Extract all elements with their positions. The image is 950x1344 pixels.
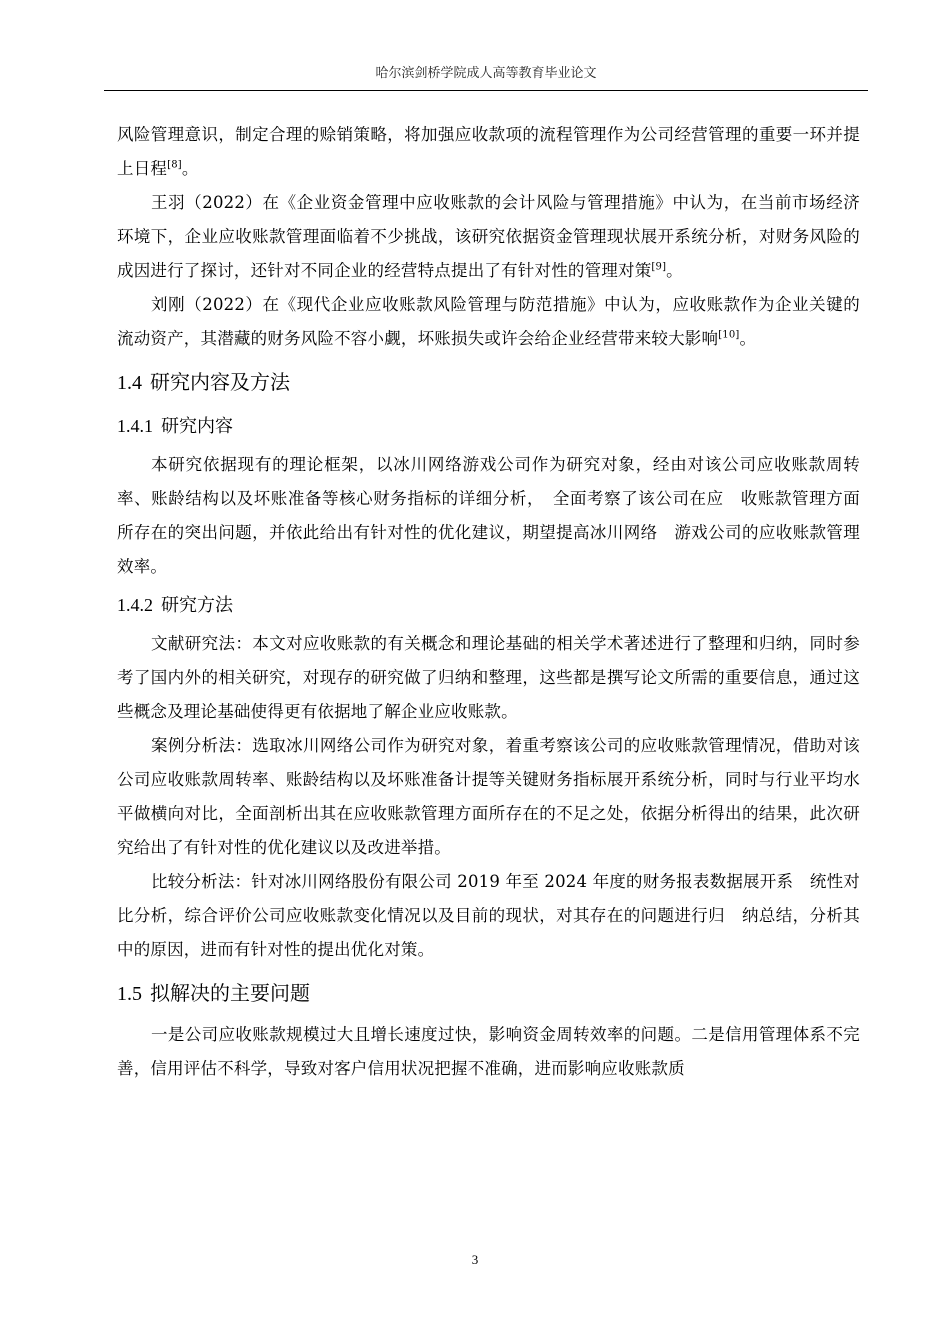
citation-ref: [10] [718, 329, 740, 341]
paragraph-main-problems: 一是公司应收账款规模过大且增长速度过快，影响资金周转效率的问题。二是信用管理体系不完善，信用评估不科学，导致对客户信用状况把握不准确，进而影响应收账款质 [117, 1025, 860, 1078]
section-heading-1-4-1 [117, 407, 860, 446]
section-heading-1-5 [117, 973, 860, 1014]
paragraph-literature-method: 文献研究法：本文对应收账款的有关概念和理论基础的相关学术著述进行了整理和归纳，同时参考了国内外的相关研究，对现存的研究做了归纳和整理，这些都是撰写论文所需的重要信息，通过这些概念及理论基础使得更有依据地了解企业应收账款。 [117, 634, 860, 721]
paragraph-liugang [117, 288, 860, 356]
paragraph-research-content: 本研究依据现有的理论框架，以冰川网络游戏公司作为研究对象，经由对该公司应收账款周转率、账龄结构以及坏账准备等核心财务指标的详细分析， 全面考察了该公司在应 收账款管理方面所存在的突出问题，并依此给出有针对性的优化建议，期望提高冰川网络 游戏公司的应收账款管理效率。 [117, 455, 860, 576]
section-heading-1-4 [117, 362, 860, 403]
section-number: 1.5 [117, 983, 142, 1005]
paragraph-end: 。 [181, 159, 199, 178]
section-heading-1-4-2 [117, 586, 860, 625]
paragraph-wangyu [117, 186, 860, 288]
section-title: 研究内容 [161, 416, 233, 437]
section-number: 1.4.1 [117, 416, 153, 436]
paragraph-continuation [117, 118, 860, 186]
paragraph-text: 风险管理意识，制定合理的赊销策略，将加强应收款项的流程管理作为公司经营管理的重要一环并提上日程 [117, 125, 860, 178]
section-number: 1.4 [117, 372, 142, 394]
paragraph-comparison-method: 比较分析法：针对冰川网络股份有限公司 2019 年至 2024 年度的财务报表数据展开系 统性对比分析，综合评价公司应收账款变化情况以及目前的现状，对其存在的问题进行归 纳总结，分析其中的原因，进而有针对性的提出优化对策。 [117, 872, 860, 959]
section-title: 研究方法 [161, 595, 233, 616]
paragraph-end: 。 [666, 261, 683, 280]
paragraph-text: 王羽（2022）在《企业资金管理中应收账款的会计风险与管理措施》中认为，在当前市场经济环境下，企业应收账款管理面临着不少挑战，该研究依据资金管理现状展开系统分析，对财务风险的成因进行了探讨，还针对不同企业的经营特点提出了有针对性的管理对策 [117, 193, 860, 280]
paragraph-end: 。 [739, 329, 757, 348]
section-number: 1.4.2 [117, 595, 153, 615]
document-body [117, 118, 860, 1086]
paragraph-text: 刘刚（2022）在《现代企业应收账款风险管理与防范措施》中认为，应收账款作为企业关键的流动资产，其潜藏的财务风险不容小觑，坏账损失或许会给企业经营带来较大影响 [117, 295, 860, 348]
section-title: 拟解决的主要问题 [150, 981, 310, 1005]
paragraph-case-method: 案例分析法：选取冰川网络公司作为研究对象，着重考察该公司的应收账款管理情况，借助对该公司应收账款周转率、账龄结构以及坏账准备计提等关键财务指标展开系统分析，同时与行业平均水平做横向对比，全面剖析出其在应收账款管理方面所存在的不足之处，依据分析得出的结果，此次研究给出了有针对性的优化建议以及改进举措。 [117, 736, 860, 857]
section-title: 研究内容及方法 [150, 370, 290, 394]
citation-ref: [8] [167, 159, 182, 171]
page-number: 3 [471, 1252, 479, 1267]
page-header [104, 64, 868, 91]
citation-ref: [9] [651, 261, 667, 273]
header-title: 哈尔滨剑桥学院成人高等教育毕业论文 [375, 66, 597, 81]
